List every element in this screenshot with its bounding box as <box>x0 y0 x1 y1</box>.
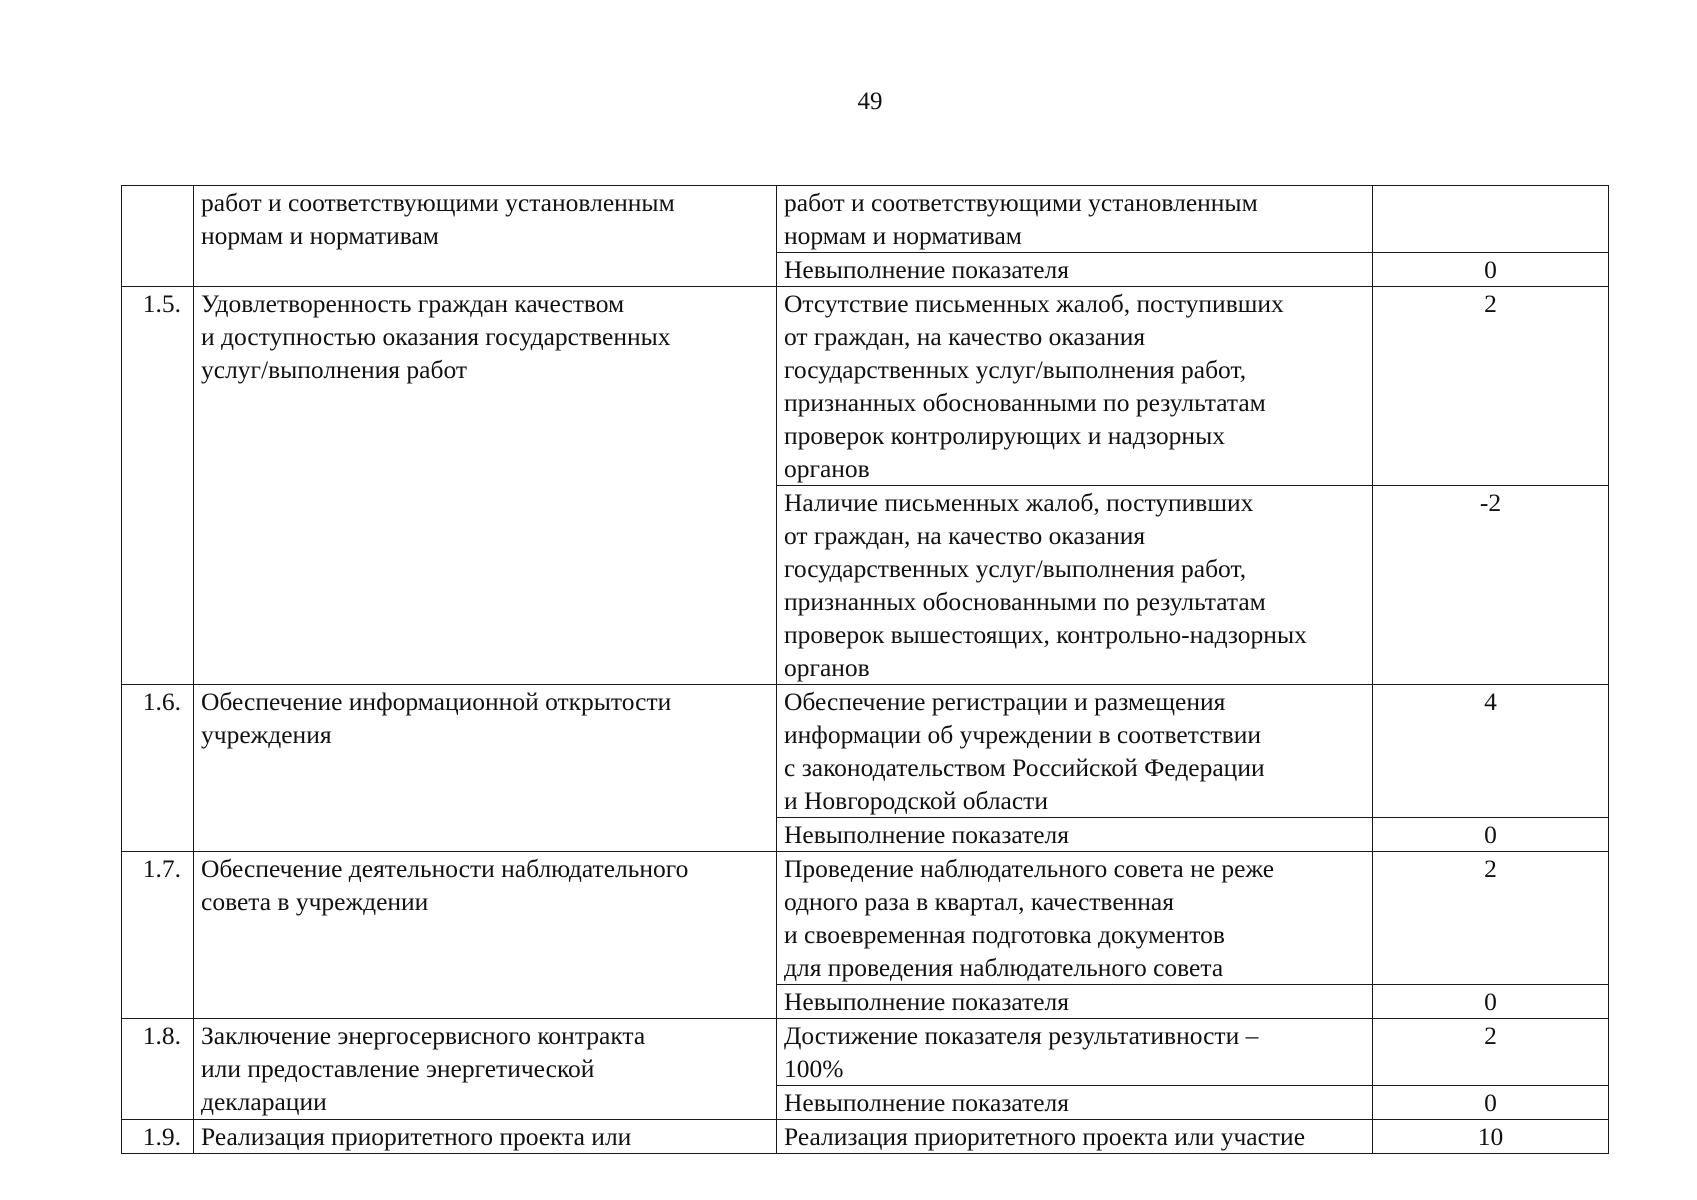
criterion-score: 2 <box>1373 1019 1609 1086</box>
table-row <box>122 186 1609 253</box>
criterion-score: 10 <box>1373 1120 1609 1154</box>
item-number <box>122 186 194 287</box>
indicator-name: Удовлетворенность граждан качеством и доступностью оказания государственных услуг/выполнения работ <box>194 287 777 685</box>
table-row <box>122 685 1609 818</box>
table-row <box>122 1019 1609 1086</box>
item-number: 1.8. <box>122 1019 194 1120</box>
criterion-score: 0 <box>1373 818 1609 852</box>
criterion-score: -2 <box>1373 486 1609 685</box>
criterion-text: работ и соответствующими установленным нормам и нормативам <box>777 186 1373 253</box>
criterion-score: 2 <box>1373 852 1609 985</box>
criterion-text: Невыполнение показателя <box>777 818 1373 852</box>
criterion-text: Невыполнение показателя <box>777 985 1373 1019</box>
indicator-name: Заключение энергосервисного контракта или предоставление энергетической декларации <box>194 1019 777 1120</box>
criterion-score: 0 <box>1373 1086 1609 1120</box>
indicator-name: Реализация приоритетного проекта или <box>194 1120 777 1154</box>
item-number: 1.6. <box>122 685 194 852</box>
criterion-text: Реализация приоритетного проекта или участие <box>777 1120 1373 1154</box>
item-number: 1.9. <box>122 1120 194 1154</box>
indicator-name: Обеспечение информационной открытости учреждения <box>194 685 777 852</box>
table-row <box>122 1120 1609 1154</box>
criterion-score: 0 <box>1373 985 1609 1019</box>
criterion-text: Наличие письменных жалоб, поступивших от граждан, на качество оказания государственных услуг/выполнения работ, признанных обоснованными по результатам проверок вышестоящих, контрольно-надзорных органов <box>777 486 1373 685</box>
criteria-table <box>121 185 1609 1154</box>
criterion-text: Обеспечение регистрации и размещения информации об учреждении в соответствии с законодательством Российской Федерации и Новгородской области <box>777 685 1373 818</box>
criterion-score: 4 <box>1373 685 1609 818</box>
item-number: 1.5. <box>122 287 194 685</box>
criterion-text: Проведение наблюдательного совета не реже одного раза в квартал, качественная и своевременная подготовка документов для проведения наблюдательного совета <box>777 852 1373 985</box>
criterion-text: Отсутствие письменных жалоб, поступивших от граждан, на качество оказания государственных услуг/выполнения работ, признанных обоснованными по результатам проверок контролирующих и надзорных органов <box>777 287 1373 486</box>
table-body <box>122 186 1609 1154</box>
criterion-score: 2 <box>1373 287 1609 486</box>
table-row <box>122 852 1609 985</box>
criterion-text: Достижение показателя результативности – 100% <box>777 1019 1373 1086</box>
criterion-score: 0 <box>1373 253 1609 287</box>
indicator-name: Обеспечение деятельности наблюдательного совета в учреждении <box>194 852 777 1019</box>
criterion-text: Невыполнение показателя <box>777 1086 1373 1120</box>
page-number: 49 <box>857 88 883 115</box>
criterion-text: Невыполнение показателя <box>777 253 1373 287</box>
item-number: 1.7. <box>122 852 194 1019</box>
table-row <box>122 287 1609 486</box>
indicator-name: работ и соответствующими установленным нормам и нормативам <box>194 186 777 287</box>
criterion-score <box>1373 186 1609 253</box>
